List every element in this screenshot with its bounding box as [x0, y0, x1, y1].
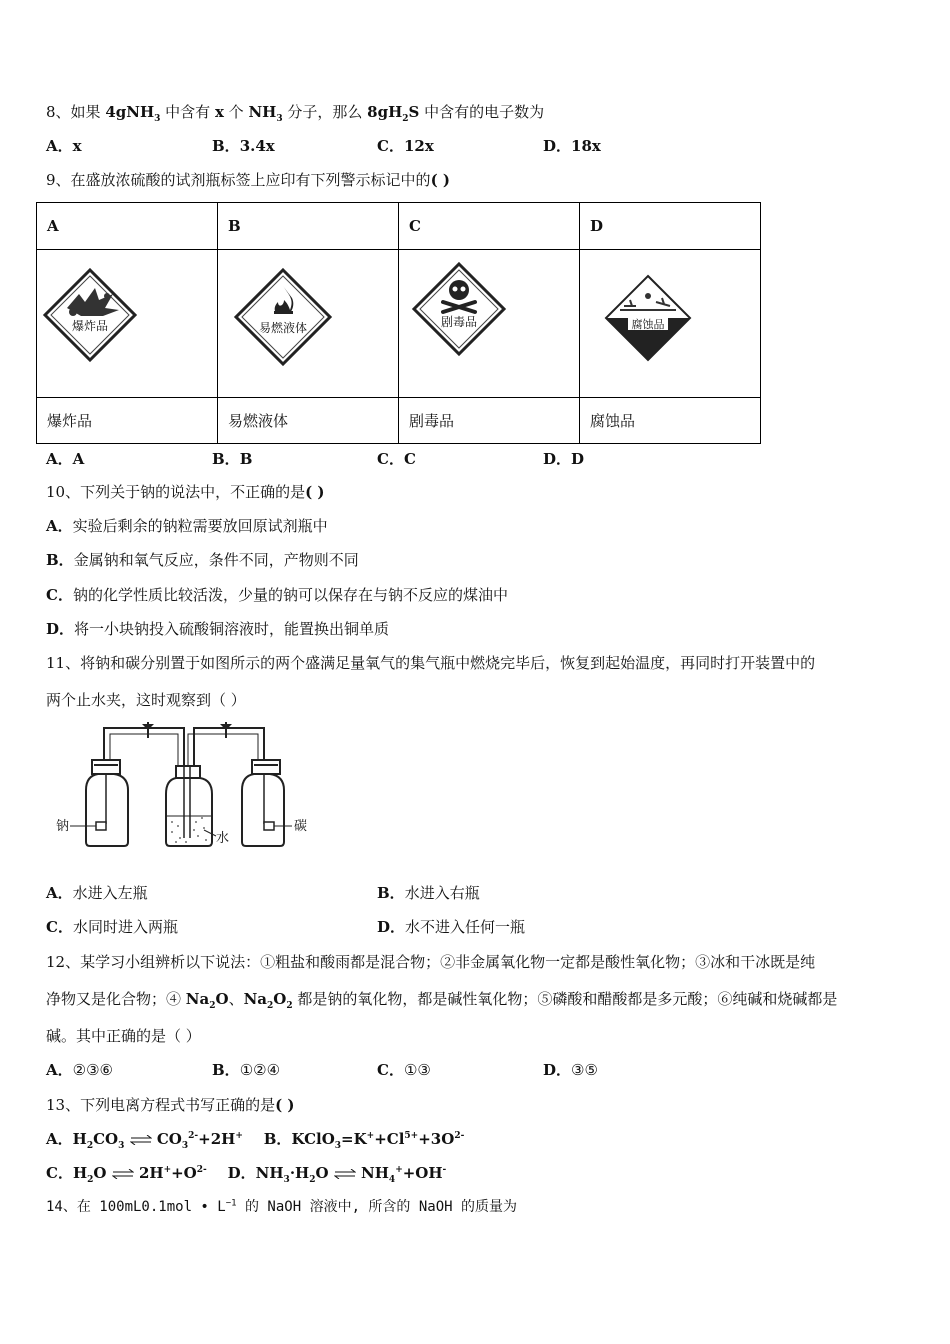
q13-stem: [46, 1095, 295, 1115]
q12-text: 都是钠的氧化物，都是碱性氧化物；⑤磷酸和醋酸都是多元酸；⑥纯碱和烧碱都是: [292, 990, 838, 1008]
q10-option-b[interactable]: [46, 550, 359, 570]
q8-sub: 3: [154, 114, 161, 124]
option-letter: A．: [46, 517, 73, 535]
table-label-b: 易燃液体: [218, 398, 399, 444]
q8-formula: 4gNH: [105, 103, 155, 121]
q10-stem: [46, 482, 325, 502]
option-text: 水同时进入两瓶: [72, 918, 178, 936]
formula-part: +3O: [418, 1130, 455, 1148]
q11-number: 11、: [46, 654, 81, 672]
formula-sup: 2-: [188, 1131, 199, 1141]
q11-stem-line2: 两个止水夹，这时观察到（ ）: [46, 691, 246, 709]
table-header-c: C: [399, 203, 580, 250]
q10-paren: ( ): [305, 483, 325, 501]
q13-paren: ( ): [275, 1096, 295, 1114]
carbon-label: 碳: [294, 819, 308, 834]
warning-sign-table: [36, 202, 761, 444]
q8-text: 个: [223, 103, 249, 121]
q14-number: 14、: [46, 1199, 77, 1215]
formula-sup: +: [395, 1165, 403, 1175]
q12-number: 12、: [46, 953, 81, 971]
formula-sub: 3: [181, 1141, 189, 1151]
q13-option-b[interactable]: [263, 1130, 465, 1151]
option-text: 水不进入任何一瓶: [405, 918, 526, 936]
q12-option-b[interactable]: [212, 1060, 280, 1080]
flammable-sign-text: 易燃液体: [258, 321, 308, 335]
q12-sub: 2: [267, 1001, 274, 1011]
q8-number: 8、: [46, 103, 71, 121]
q12-formula: Na: [185, 990, 210, 1008]
toxic-sign-text: 剧毒品: [440, 315, 478, 329]
q8-text: 中含有: [160, 103, 215, 121]
option-text: ②③⑥: [72, 1061, 113, 1079]
q12-stem-line1: [46, 952, 815, 972]
sodium-label: 钠: [56, 819, 70, 834]
q14-sup: −1: [225, 1198, 237, 1209]
table-label-d: 腐蚀品: [580, 398, 761, 444]
q10-option-a[interactable]: [46, 516, 328, 536]
formula-sup: +: [366, 1131, 375, 1141]
formula-sub: 3: [283, 1175, 290, 1185]
option-text: ③⑤: [571, 1061, 598, 1079]
q9-option-c[interactable]: [377, 449, 416, 469]
q8-text: 如果: [70, 103, 106, 121]
q14-text: 的 NaOH 溶液中, 所含的 NaOH 的质量为: [236, 1199, 517, 1215]
q8-formula: 8gH: [367, 103, 403, 121]
q13-number: 13、: [46, 1096, 81, 1114]
formula-part: +OH: [402, 1164, 443, 1182]
q13-options-ab: [46, 1129, 464, 1149]
corrosive-sign-cell: [580, 250, 761, 398]
q8-sub: 3: [276, 114, 283, 124]
formula-part: O: [93, 1164, 107, 1182]
q8-text: 分子，那么: [282, 103, 368, 121]
option-letter: D．: [543, 450, 572, 468]
q13-option-a[interactable]: [46, 1130, 243, 1151]
q12-text: 、: [228, 990, 244, 1008]
option-letter: C．: [46, 586, 73, 604]
option-text: C: [403, 450, 416, 468]
formula-part: +Cl: [374, 1130, 405, 1148]
q11-stem-line1: [46, 653, 815, 673]
option-text: B: [239, 450, 253, 468]
water-label: 水: [216, 831, 230, 846]
reversible-arrow-icon: [130, 1135, 152, 1145]
q11-option-c[interactable]: [46, 917, 178, 937]
formula-sub: 3: [118, 1141, 125, 1151]
formula-part: NH: [255, 1164, 284, 1182]
formula-sup: 2-: [454, 1131, 465, 1141]
explosive-sign-icon: [37, 250, 217, 397]
option-letter: C．: [377, 1061, 404, 1079]
option-letter: D．: [543, 137, 572, 155]
q13-option-d[interactable]: [227, 1164, 447, 1185]
q8-var: x: [214, 103, 224, 121]
gas-jar-apparatus-figure: [56, 720, 316, 850]
q12-text: 净物又是化合物；④: [46, 990, 186, 1008]
q12-stem-line2: [46, 989, 837, 1009]
formula-part: H: [72, 1130, 87, 1148]
option-letter: C．: [377, 450, 404, 468]
q12-formula: O: [215, 990, 229, 1008]
option-letter: A．: [46, 1130, 73, 1148]
option-letter: A．: [46, 137, 73, 155]
option-text: 钠的化学性质比较活泼，少量的钠可以保存在与钠不反应的煤油中: [72, 586, 508, 604]
option-text: 实验后剩余的钠粒需要放回原试剂瓶中: [72, 517, 328, 535]
option-letter: C．: [46, 918, 73, 936]
formula-part: ·H: [289, 1164, 310, 1182]
q12-sub: 2: [209, 1001, 216, 1011]
formula-sub: 2: [86, 1141, 94, 1151]
q13-option-c[interactable]: [46, 1164, 207, 1185]
formula-part: H: [72, 1164, 88, 1182]
q8-text: 中含有的电子数为: [419, 103, 545, 121]
q12-formula: O: [273, 990, 287, 1008]
option-letter: D．: [227, 1164, 256, 1182]
q8-sub: 2: [402, 114, 409, 124]
q10-option-c[interactable]: [46, 585, 508, 605]
option-letter: C．: [46, 1164, 73, 1182]
table-label-c: 剧毒品: [399, 398, 580, 444]
toxic-sign-cell: [399, 250, 580, 398]
corrosive-sign-icon: [580, 250, 760, 397]
formula-sub: 2: [87, 1175, 94, 1185]
reversible-arrow-icon: [112, 1169, 134, 1179]
q9-paren: ( ): [430, 171, 450, 189]
formula-part: =K: [341, 1130, 367, 1148]
option-letter: B．: [263, 1130, 292, 1148]
option-letter: B．: [46, 551, 74, 569]
formula-sup: 5+: [404, 1131, 419, 1141]
option-text: 将一小块钠投入硫酸铜溶液时，能置换出铜单质: [74, 620, 390, 638]
q9-text: 在盛放浓硫酸的试剂瓶标签上应印有下列警示标记中的: [70, 171, 431, 189]
option-text: 18x: [571, 137, 601, 155]
q12-sub: 2: [286, 1001, 293, 1011]
option-text: A: [72, 450, 85, 468]
option-letter: B．: [212, 137, 240, 155]
q8-stem: [46, 102, 544, 122]
option-text: 3.4x: [239, 137, 275, 155]
explosive-sign-text: 爆炸品: [71, 319, 109, 333]
option-text: x: [72, 137, 82, 155]
q8-option-d[interactable]: [543, 136, 601, 156]
q11-option-b[interactable]: [377, 883, 480, 903]
option-text: 12x: [403, 137, 434, 155]
option-text: 金属钠和氧气反应，条件不同，产物则不同: [73, 551, 359, 569]
corrosive-sign-text: 腐蚀品: [631, 318, 665, 331]
formula-part: +2H: [198, 1130, 236, 1148]
q14-stem: [46, 1197, 517, 1217]
option-letter: D．: [377, 918, 406, 936]
q11-text: 将钠和碳分别置于如图所示的两个盛满足量氧气的集气瓶中燃烧完毕后，恢复到起始温度，再同时打开装置中的: [80, 654, 816, 672]
q12-option-c[interactable]: [377, 1060, 431, 1080]
toxic-sign-icon: [399, 250, 579, 397]
q11-option-d[interactable]: [377, 917, 525, 937]
formula-part: +O: [171, 1164, 197, 1182]
explosive-sign-cell: [37, 250, 218, 398]
formula-part: KClO: [291, 1130, 335, 1148]
q13-options-cd: [46, 1163, 446, 1183]
option-text: D: [571, 450, 585, 468]
formula-part: O: [315, 1164, 329, 1182]
q8-option-c[interactable]: [377, 136, 434, 156]
formula-part: 2H: [138, 1164, 164, 1182]
option-text: ①②④: [239, 1061, 281, 1079]
q8-option-b[interactable]: [212, 136, 275, 156]
q10-option-d[interactable]: [46, 619, 389, 639]
formula-sup: +: [163, 1165, 172, 1175]
q12-option-d[interactable]: [543, 1060, 598, 1080]
formula-part: NH: [361, 1164, 389, 1182]
option-letter: B．: [212, 450, 240, 468]
option-letter: A．: [46, 450, 73, 468]
formula-sub: 4: [388, 1175, 396, 1185]
formula-part: CO: [93, 1130, 119, 1148]
table-header-a: A: [37, 203, 218, 250]
option-letter: B．: [212, 1061, 240, 1079]
formula-sub: 2: [309, 1175, 316, 1185]
q12-option-a[interactable]: [46, 1060, 113, 1080]
option-letter: C．: [377, 137, 404, 155]
option-letter: A．: [46, 1061, 73, 1079]
formula-sup: 2-: [196, 1165, 207, 1175]
q9-stem: [46, 170, 450, 190]
reversible-arrow-icon: [334, 1169, 356, 1179]
flammable-sign-cell: [218, 250, 399, 398]
formula-sub: 3: [334, 1141, 342, 1151]
q9-option-a[interactable]: [46, 449, 84, 469]
q10-number: 10、: [46, 483, 81, 501]
q9-option-d[interactable]: [543, 449, 584, 469]
q12-stem-line3: 碱。其中正确的是（ ）: [46, 1027, 201, 1045]
q12-formula: Na: [243, 990, 268, 1008]
q13-text: 下列电离方程式书写正确的是: [80, 1096, 276, 1114]
q9-number: 9、: [46, 171, 71, 189]
table-header-b: B: [218, 203, 399, 250]
formula-part: CO: [156, 1130, 182, 1148]
q11-option-a[interactable]: [46, 883, 148, 903]
table-header-d: D: [580, 203, 761, 250]
flammable-liquid-sign-icon: [218, 250, 398, 397]
formula-sup: -: [442, 1165, 447, 1175]
q14-text: 在 100mL0.1mol • L: [76, 1199, 226, 1215]
option-letter: B．: [377, 884, 405, 902]
option-letter: A．: [46, 884, 73, 902]
option-text: 水进入右瓶: [404, 884, 480, 902]
option-letter: D．: [46, 620, 75, 638]
option-text: 水进入左瓶: [72, 884, 148, 902]
q10-text: 下列关于钠的说法中，不正确的是: [80, 483, 306, 501]
q9-option-b[interactable]: [212, 449, 252, 469]
table-label-a: 爆炸品: [37, 398, 218, 444]
option-letter: D．: [543, 1061, 572, 1079]
formula-sup: +: [235, 1131, 243, 1141]
q8-formula: NH: [248, 103, 277, 121]
option-text: ①③: [403, 1061, 431, 1079]
q12-text: 某学习小组辨析以下说法：①粗盐和酸雨都是混合物；②非金属氧化物一定都是酸性氧化物；③冰和干冰既是纯: [80, 953, 816, 971]
q8-formula: S: [408, 103, 420, 121]
q8-option-a[interactable]: [46, 136, 82, 156]
